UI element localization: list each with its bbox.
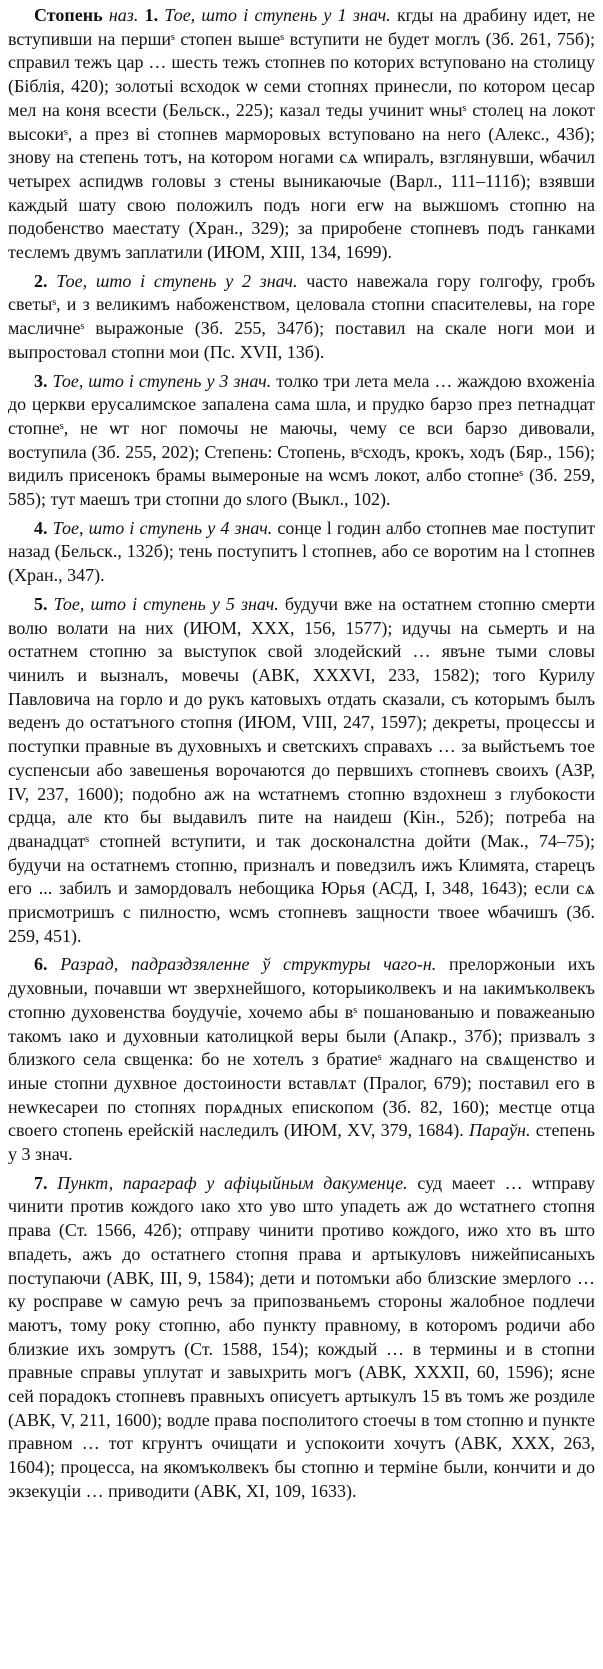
sense-gloss: Тое, што і ступень у 4 знач. — [52, 517, 273, 538]
sense-gloss: Тое, што і ступень у 1 знач. — [164, 5, 391, 25]
sense-4 — [8, 517, 595, 588]
sense-citations: кгды на драбину идет, не вступивши на першиˢ стопен вышеˢ вступити не будет моглъ (Зб. 261, 75б); справил тежъ цар … шесть тежъ стопнев по которих вступовано на столицу (Біблія, 420); золотыі всходок ѡ семи стопнях принесли, по котором цесар мел на коня всести (Бельск., 225); казал теды учинит ѡныˢ столец на локот высокиˢ, а през ві стопнев марморовых вступовано на него (Алекс., 43б); знову на степень тотъ, на котором ногами сѧ ѡпиралъ, взглянувши, ѡбачил четырех аспидѡв головы з стены выникаючые (Варл., 111–111б); взявши каждый шату свою положилъ подъ ноги егѡ на выжшомъ стопню на подобенство маестату (Хран., 329); за приробене стопневъ подъ ганками теслемъ двумъ заплатили (ИЮМ, XIII, 134, 1699). — [8, 5, 596, 263]
sense-7 — [8, 1172, 595, 1504]
sense-citations: суд маеет … ѡтправу чинити против кождого ıако хто уво што упадеть аж до ѡстатнего стопня права (Ст. 1566, 42б); отправу чинити противо кождого, ижо хто въ што впадеть, ажъ до остатнего стопня права и артыкуловъ нижейписаныхъ поступаючи (АВК, III, 9, 1584); дети и потомъки або близские змерлого … ку росправе ѡ самую речъ за припозваньемъ стороны жалобное подлечи маютъ, тому року стопню, або пункту правному, в которомъ родичи або близкие ихъ зомрутъ (Ст. 1588, 154); кождый … в термины и в стопни правные справы уплутат и завыхрить могъ (АВК, XXXII, 60, 1596); ясне сей порадокъ стопневъ правныхъ описуетъ артыкулъ 15 въ томъ же роздиле (АВК, V, 211, 1600); водле права посполитого стоечы в том стопню и пункте правном … тот кгрунтъ очищати и успокоити хочутъ (АВК, XXX, 263, 1604); процесса, на якомъколвекъ бы стопню и терміне были, кончити и до экзекуціи … приводити (АВК, XI, 109, 1633). — [8, 1172, 596, 1501]
sense-gloss: Тое, што і ступень у 5 знач. — [53, 593, 279, 614]
part-of-speech: наз. — [108, 5, 139, 25]
sense-gloss: Разрад, падраздзяленне ў структуры чаго-н. — [60, 954, 437, 975]
sense-gloss: Тое, што і ступень у 3 знач. — [52, 370, 272, 391]
sense-number: 7. — [34, 1172, 48, 1193]
sense-number: 1. — [144, 5, 159, 25]
sense-citations: толко три лета мела … жаждою вхоженіа до церкви ерусалимское запалена сама шла, и прудко барзо през петнадцат стопнеˢ, не ѡт ног помочы не маючы, чему се вси барзо дивовали, воступила (Зб. 255, 202); Степень: Стопень, вˢсходъ, крокъ, ходъ (Бяр., 156); видилъ присенокъ брамы вымероные на ѡсмъ локот, албо стопнеˢ (Зб. 259, 585); тут маешъ три стопни до ѕлого (Выкл., 102). — [8, 370, 596, 510]
sense-3 — [8, 370, 595, 512]
sense-citations: часто навежала гору голгофу, гробъ светыˢ, и з великимъ набоженством, целовала стопни спасителевы, на горе масличнеˢ выражоные (Зб. 255, 347б); поставил на скале ноги мои и выпростовал стопни мои (Пс. XVII, 13б). — [8, 270, 596, 362]
sense-1 — [8, 4, 595, 265]
sense-number: 6. — [34, 954, 48, 975]
sense-citations: прелоpжоныи ихъ духовныи, почавши ѡт зверхнейшого, которыиколвекъ и на ıакимъколвекъ стопню духовенства боудучіе, хочемо абы вˢ пошанованыю и поважеаныю такомъ ıако и духовныи католицкой веры были (Апакр., 37б); призвалъ з близкого села свщенка: бо не хотелъ з братиеˢ жаднаго на свѧщенство и иные стопни духвное достоиности вставлѧт (Пралог, 679); поставил его в неwкесареи по стопнях порѧдных епископом (Зб. 82, 160); местце отца своего стопень ерейскій наследилъ (ИЮМ, XV, 379, 1684). — [8, 954, 596, 1141]
sense-2 — [8, 270, 595, 365]
sense-citations: будучи вже на остатнем стопню смерти волю волати на них (ИЮМ, XXX, 156, 1577); идучы на сьмерть и на остатнем стопню за выступок свой злодейский … явъне тыми словы чинилъ и вызналъ, мовечы (АВК, XXXVI, 233, 1582); того Курилу Павловича на горло и до рукъ катовыхъ отдать сказали, съ которымъ былъ веденъ до остатъного стопня (ИЮМ, VIII, 247, 1597); декреты, процессы и поступки правные въ духовныхъ и светскихъ справахъ … за выйстьемъ тое суспенсыи або завешенья ворочаются до первшихъ стопневъ своихъ (АЗР, IV, 237, 1600); подобно аж на ѡстатнемъ стопню вздохнеш з глубокости срдца, але кто бы выдавилъ пите на наидеш (Кін., 52б); потреба на дванадцатˢ стопней вступити, и так досконалстна дойти (Мак., 74–75); будучи на остатнемъ стопню, призналъ и поведзилъ ижъ Климята, старецъ его ... забилъ и замордовалъ небощика Юрья (АСД, I, 348, 1643); если сѧ присмотришъ с пилностю, ѡсмъ стопневъ защности твоее ѡбачишъ (Зб. 259, 451). — [8, 593, 595, 946]
sense-citations: сонце ӏ годин албо стопнев мае поступит назад (Бельск., 132б); тень поступитъ ӏ стопнев, або се воротим на ӏ стопнев (Хран., 347). — [8, 517, 596, 586]
sense-6 — [8, 953, 595, 1166]
sense-gloss: Пункт, параграф у афіцыйным дакуменце. — [57, 1172, 408, 1193]
sense-gloss: Тое, што і ступень у 2 знач. — [56, 270, 298, 291]
sense-number: 4. — [34, 517, 48, 538]
see-also-text: степень у 3 знач. — [8, 1120, 595, 1165]
sense-number: 2. — [34, 270, 48, 291]
sense-5 — [8, 593, 595, 949]
sense-number: 5. — [34, 593, 48, 614]
see-also-label: Параўн. — [469, 1120, 531, 1141]
sense-number: 3. — [34, 370, 48, 391]
headword: Стопень — [34, 5, 103, 25]
